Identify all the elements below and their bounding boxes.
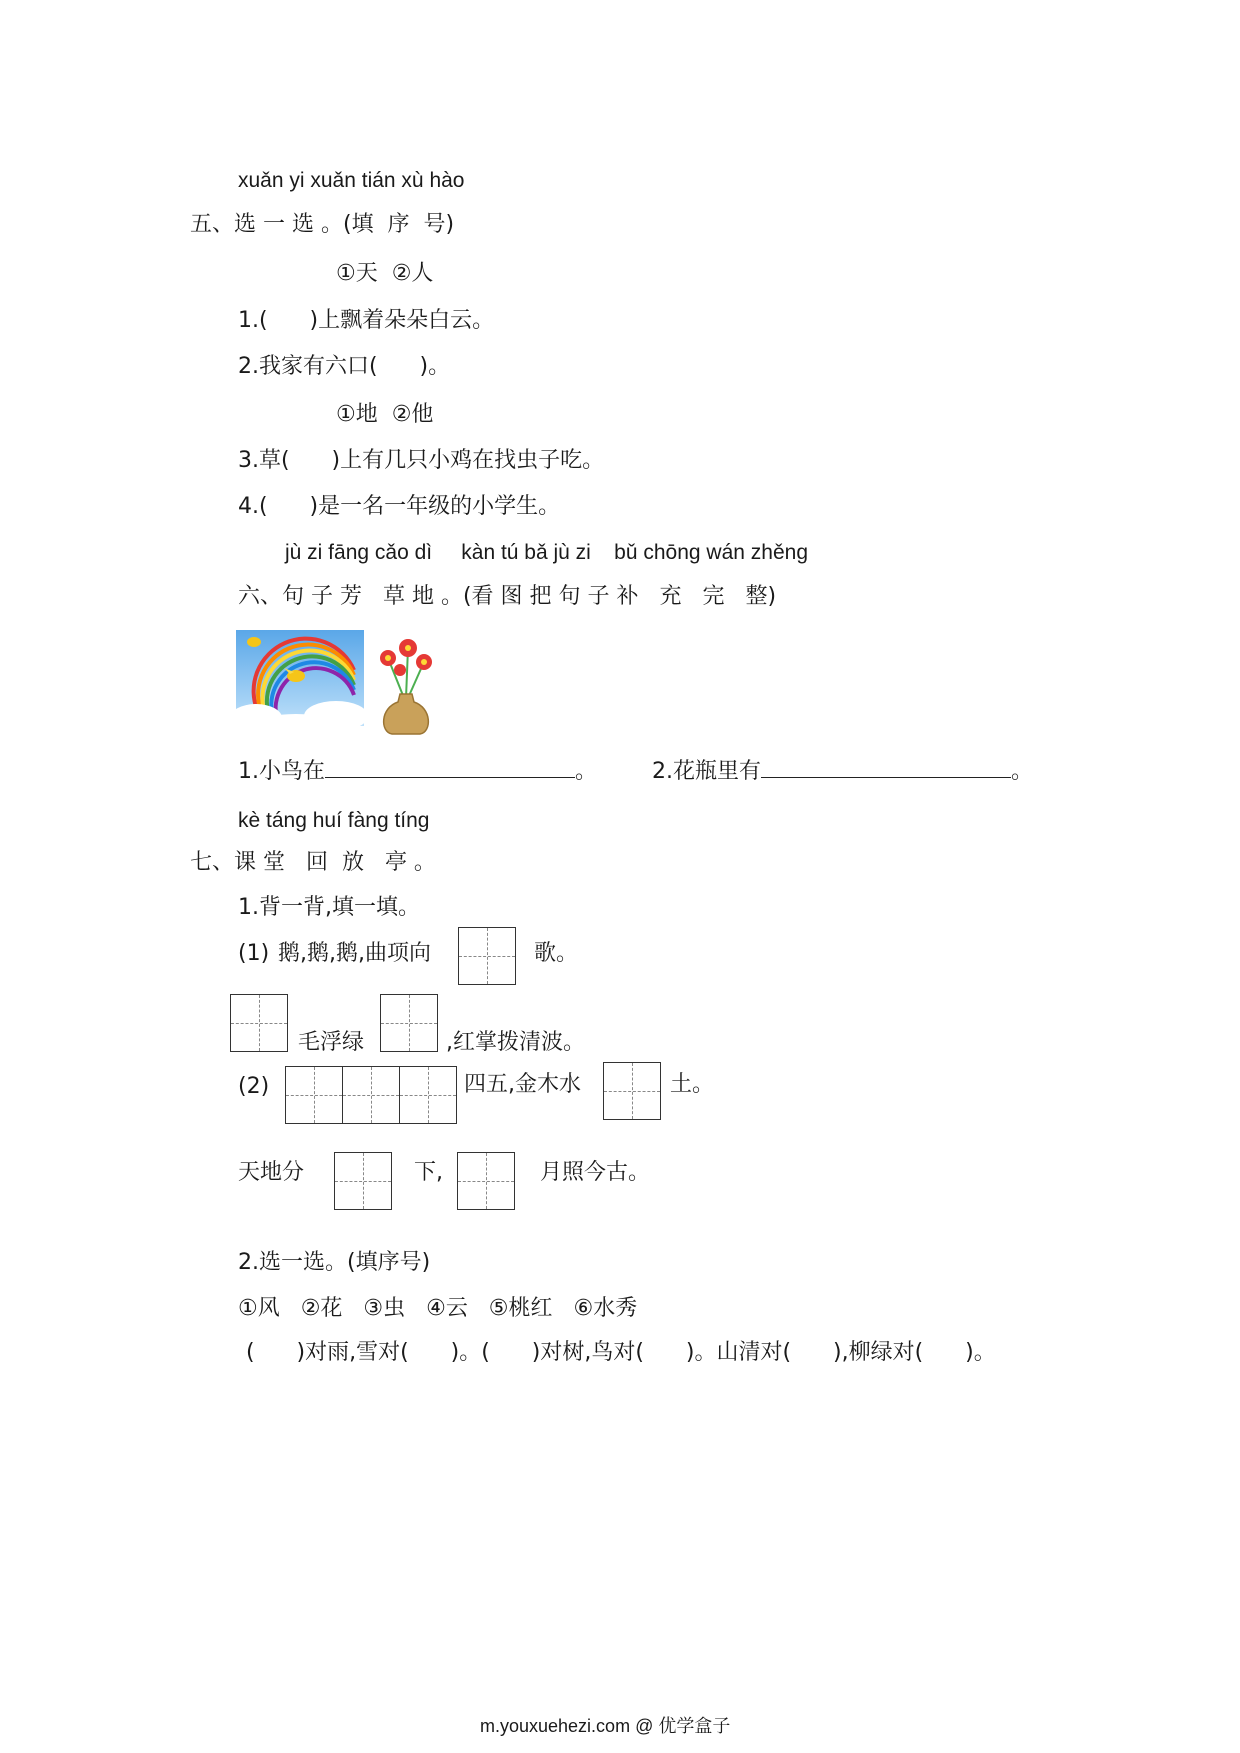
fill-item-2 <box>652 755 1033 785</box>
section7-options: ①风 ②花 ③虫 ④云 ⑤桃红 ⑥水秀 <box>238 1296 638 1321</box>
section7-sub2: 2.选一选。(填序号) <box>238 1250 431 1275</box>
char-box[interactable] <box>342 1066 400 1124</box>
question-1: 1.( )上飘着朵朵白云。 <box>238 308 495 333</box>
poem1-label: (1) <box>238 941 270 966</box>
answer-blank-1[interactable] <box>325 755 575 778</box>
poem2-text-d: 下, <box>414 1160 443 1185</box>
question-4: 4.( )是一名一年级的小学生。 <box>238 494 561 519</box>
section7-title: 七、课 堂 回 放 亭 。 <box>190 850 436 875</box>
section5-title: 五、选 一 选 。(填 序 号) <box>190 212 455 237</box>
section7-match-line: ( )对雨,雪对( )。( )对树,鸟对( )。山清对( ),柳绿对( )。 <box>246 1340 996 1365</box>
char-box[interactable] <box>285 1066 343 1124</box>
fill-item-1-label: 1.小鸟在 <box>238 759 325 784</box>
fill-item-1 <box>238 755 597 785</box>
poem2-text-c: 天地分 <box>238 1160 305 1185</box>
poem2-text-e: 月照今古。 <box>540 1160 651 1185</box>
section7-sub1: 1.背一背,填一填。 <box>238 895 420 920</box>
char-box[interactable] <box>399 1066 457 1124</box>
question-3: 3.草( )上有几只小鸡在找虫子吃。 <box>238 448 605 473</box>
poem1-text-a: 鹅,鹅,鹅,曲项向 <box>278 941 431 966</box>
section7-pinyin: kè táng huí fàng tíng <box>238 809 430 832</box>
section5-pinyin: xuǎn yi xuǎn tián xù hào <box>238 169 465 192</box>
question-2: 2.我家有六口( )。 <box>238 354 451 379</box>
section5-options-a: ①天 ②人 <box>336 261 434 286</box>
poem1-text-b: 歌。 <box>534 941 579 966</box>
fill-item-2-label: 2.花瓶里有 <box>652 759 761 784</box>
fill-item-1-end: 。 <box>575 759 598 784</box>
flower-vase-picture <box>374 636 438 736</box>
poem2-label: (2) <box>238 1074 270 1099</box>
rainbow-picture <box>236 630 364 726</box>
section6-pinyin: jù zi fāng cǎo dì kàn tú bǎ jù zi bǔ chōng wán zhěng <box>285 541 809 564</box>
section6-title: 六、句 子 芳 草 地 。(看 图 把 句 子 补 充 完 整) <box>238 584 777 609</box>
fill-item-2-end: 。 <box>1011 759 1034 784</box>
char-box[interactable] <box>458 927 516 985</box>
poem2-text-b: 土。 <box>670 1072 715 1097</box>
poem1-text-c: 毛浮绿 <box>298 1030 365 1055</box>
poem1-text-d: ,红掌拨清波。 <box>446 1030 585 1055</box>
char-box[interactable] <box>334 1152 392 1210</box>
char-box[interactable] <box>380 994 438 1052</box>
poem2-text-a: 四五,金木水 <box>464 1072 581 1097</box>
char-box[interactable] <box>603 1062 661 1120</box>
answer-blank-2[interactable] <box>761 755 1011 778</box>
section5-options-b: ①地 ②他 <box>336 402 434 427</box>
char-box[interactable] <box>230 994 288 1052</box>
footer-watermark: m.youxuehezi.com @ 优学盒子 <box>480 1716 731 1736</box>
char-box[interactable] <box>457 1152 515 1210</box>
